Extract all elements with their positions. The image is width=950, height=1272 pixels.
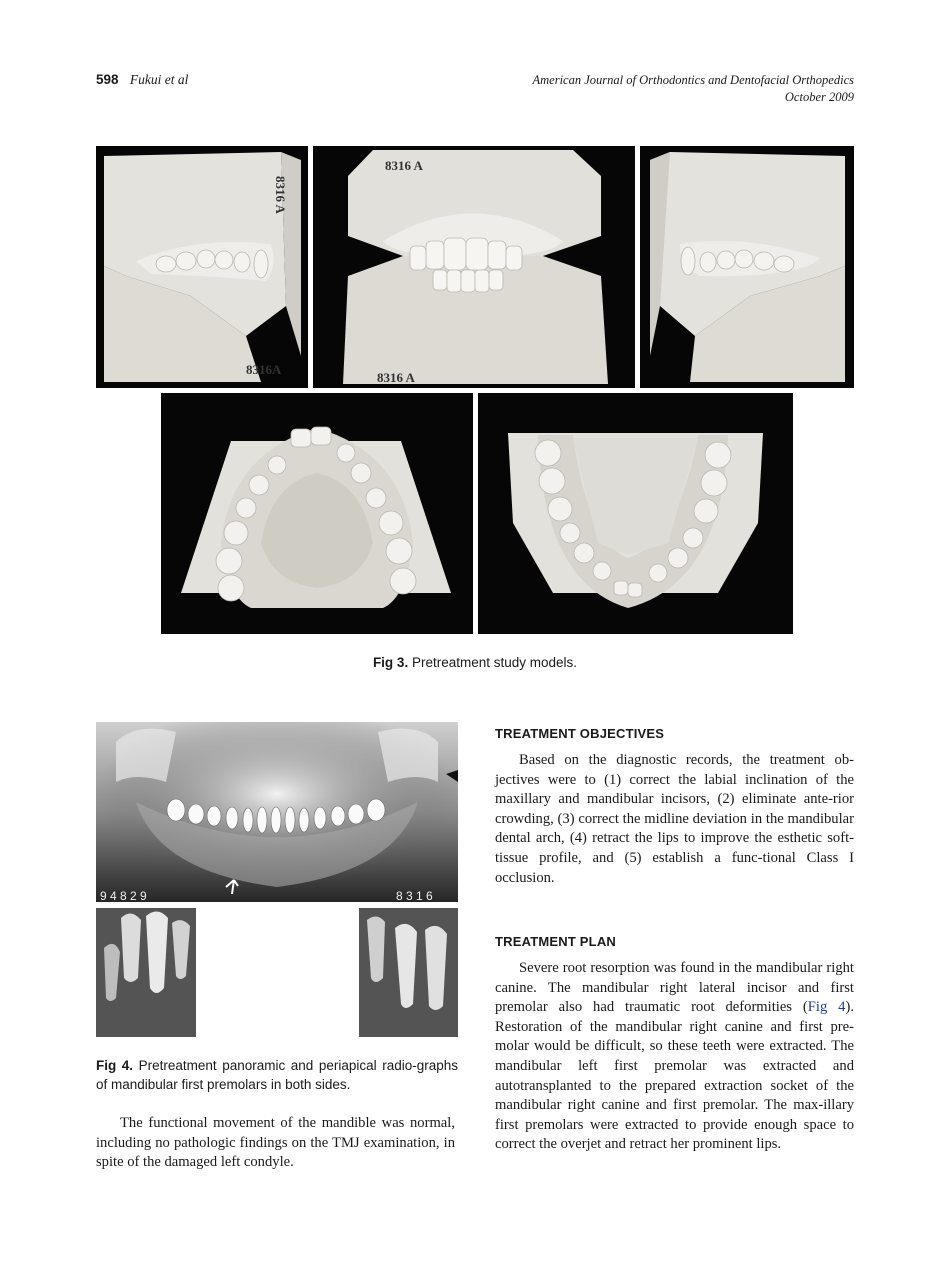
running-header-left [96,72,188,88]
treatment-objectives-paragraph [495,751,854,888]
journal-title: American Journal of Orthodontics and Dentofacial Orthopedics [532,73,854,87]
maxillary-occlusal-model-photo [161,393,473,634]
figure3-caption-text: Pretreatment study models. [411,655,578,670]
figure4-caption-text: Pretreatment panoramic and periapical radio-graphs of mandibular first premolars in both sides. [96,1058,458,1092]
figure3-label: Fig 3. [372,655,409,670]
treatment-objectives-heading: TREATMENT OBJECTIVES [495,726,665,741]
model-label-front-bottom: 8316 A [377,370,415,385]
running-header-right [533,72,855,106]
treatment-plan-text-2: ). Restoration of the mandibular right canine and first pre-molar would be difficult, so these teeth were extracted. The mandibular left first premolar was extracted and autotransplanted to the prepared extraction socket of the mandibular right canine and first premolar. The max-illary first premolars were extracted to provide enough space to correct the overjet and retract her prominent lips. [495,999,854,1153]
periapical-radiograph-left [359,908,458,1037]
mandibular-occlusal-model-photo [478,393,793,634]
treatment-objectives-text: Based on the diagnostic records, the treatment ob-jectives were to (1) correct the labial inclination of the maxillary and mandibular incisors, (2) eliminate ante-rior crowding, (3) correct the midline deviation in the mandibular dental arch, (4) retract the lips to improve the esthetic soft-tissue profile, and (5) establish a func-tional Class I occlusion. [495,752,854,886]
running-authors: Fukui et al [129,72,189,87]
model-label-right: 8316 A [273,176,288,214]
model-label-right-base: 8316A [246,362,282,377]
fig4-reference-link[interactable]: Fig 4 [807,999,846,1016]
frontal-model-photo [313,146,635,388]
issue-date: October 2009 [784,90,854,104]
left-column-paragraph [96,1114,455,1173]
figure4-caption [96,1056,458,1094]
functional-movement-text: The functional movement of the mandible was normal, including no pathologic findings on the TMJ examination, in spite of the damaged left condyle. [96,1115,455,1171]
figure4-label: Fig 4. [96,1058,134,1073]
periapical-radiograph-right [96,908,196,1037]
treatment-plan-heading: TREATMENT PLAN [495,934,616,949]
treatment-plan-paragraph [495,959,854,1155]
panoramic-radiograph [96,722,458,902]
pano-left-digits: 9 4 8 2 9 [100,889,147,902]
pano-right-digits: 8 3 1 6 [396,889,433,902]
left-lateral-model-photo [640,146,854,388]
model-label-front-top: 8316 A [385,158,423,173]
figure3-caption [0,655,950,670]
treatment-plan-text-1: Severe root resorption was found in the mandibular right canine. The mandibular right lateral incisor and first premolar also had traumatic root deformities ( [495,960,854,1016]
page-number: 598 [96,72,119,87]
right-lateral-model-photo [96,146,308,388]
